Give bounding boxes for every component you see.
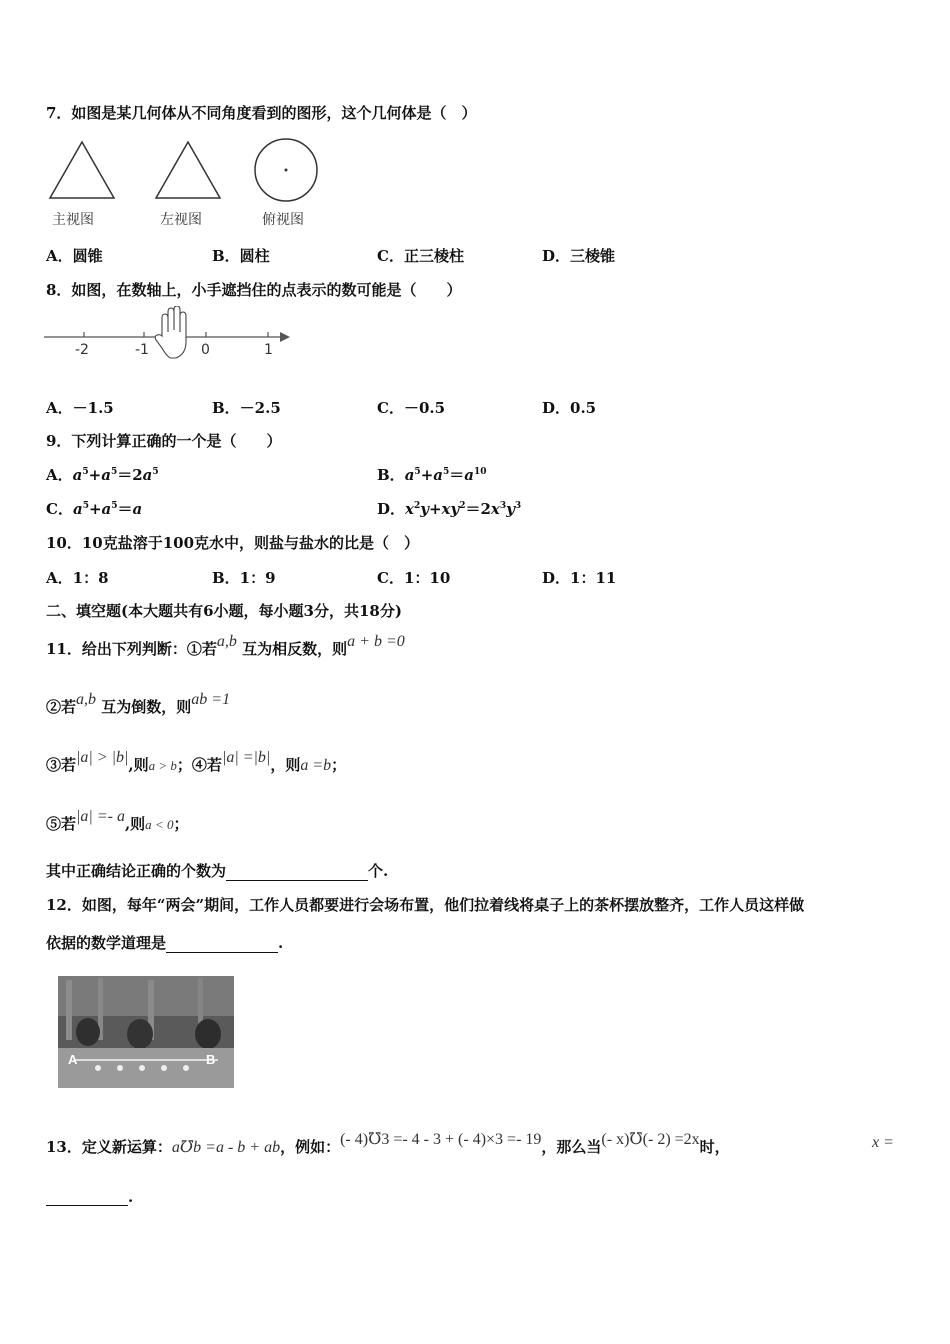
q11-p3-cond: |a| > |b|	[76, 749, 129, 766]
q13-pre: 13．定义新运算：	[46, 1138, 172, 1156]
q13-answer-line	[46, 1188, 133, 1206]
q11-part3-4	[46, 749, 347, 775]
q7-option-a[interactable]: A．圆锥	[46, 247, 103, 265]
q9-option-c-expr: $a^5+a^5=a$	[72, 500, 143, 518]
q8-option-d[interactable]: D．0.5	[542, 399, 597, 417]
number-line-arrow	[280, 332, 290, 342]
q11-p4-end: ；	[331, 756, 347, 774]
front-view-label: 主视图	[52, 212, 94, 228]
q7-option-b[interactable]: B．圆柱	[212, 247, 270, 265]
q13-cond: (- x)℧(- 2) =2x	[601, 1131, 700, 1148]
q13-mid2: ，那么当	[541, 1138, 602, 1156]
q12-line2	[46, 932, 283, 953]
q11-p3-res: a > b	[148, 758, 177, 773]
q11-answer-blank[interactable]	[226, 866, 368, 881]
top-view-center-dot	[285, 169, 288, 172]
photo-label-b: B	[206, 1052, 216, 1067]
q11-p4-res: a =b	[300, 757, 332, 774]
q11-p3-sep: ；④若	[176, 756, 222, 774]
q10-option-d[interactable]: D．1：11	[542, 569, 617, 587]
q11-p2-res: ab =1	[191, 691, 231, 708]
q11-p2-pre: ②若	[46, 698, 77, 716]
q11-p5-pre: ⑤若	[46, 815, 77, 833]
q11-p5-cond: |a| =- a	[76, 808, 125, 825]
q8-option-c[interactable]: C．－0.5	[377, 399, 446, 417]
photo-label-a: A	[68, 1052, 78, 1067]
q11-p5-end: ；	[173, 815, 189, 833]
q11-conclusion-post: 个.	[368, 862, 389, 880]
q7-option-c[interactable]: C．正三棱柱	[377, 247, 464, 265]
q9-stem: 9．下列计算正确的一个是（ ）	[46, 432, 282, 450]
q10-option-a[interactable]: A．1：8	[46, 569, 109, 587]
q13-answer-blank[interactable]	[46, 1191, 128, 1206]
q12-line1: 12．如图，每年“两会”期间，工作人员都要进行会场布置，他们拉着线将桌子上的茶杯摆放整齐，工作人员这样做	[46, 896, 805, 914]
q11-part5	[46, 808, 189, 834]
meeting-room-photo	[58, 976, 234, 1088]
q9-option-a-label: A．	[46, 466, 73, 484]
q11-p1-res: a + b =0	[347, 633, 405, 650]
q11-p5-res: a < 0	[145, 817, 174, 832]
q11-part2	[46, 691, 231, 717]
q9-option-b[interactable]	[377, 464, 487, 485]
tick-label-neg1: -1	[135, 342, 149, 358]
q11-p4-mid: ，则	[270, 756, 301, 774]
q11-p5-mid: ,则	[124, 815, 146, 833]
q10-option-b[interactable]: B．1：9	[212, 569, 276, 587]
q13-mid: ，例如：	[280, 1138, 341, 1156]
q13-ask: x =	[872, 1134, 894, 1151]
q8-option-b[interactable]: B．－2.5	[212, 399, 281, 417]
q11-p1-ab: a,b	[216, 633, 237, 650]
q11-p2-mid: 互为倒数，则	[101, 698, 192, 716]
q9-option-d-expr: $x^2y+xy^2=2x^3y^3$	[405, 500, 522, 518]
top-view-label: 俯视图	[262, 212, 304, 228]
q13-def: a℧b =a - b + ab	[171, 1139, 281, 1156]
q11-p3-pre: ③若	[46, 756, 77, 774]
q9-option-c[interactable]	[46, 498, 142, 519]
tick-label-1: 1	[264, 342, 273, 358]
side-view-label: 左视图	[160, 212, 202, 228]
q9-option-a-expr: $a^5+a^5=2a^5$	[72, 466, 159, 484]
tick-label-neg2: -2	[75, 342, 89, 358]
q11-p1-pre: 11．给出下列判断：①若	[46, 640, 217, 658]
q8-option-a[interactable]: A．－1.5	[46, 399, 114, 417]
q10-option-c[interactable]: C．1：10	[377, 569, 451, 587]
q13-end: .	[128, 1188, 134, 1206]
q13-line	[46, 1131, 730, 1157]
q11-conclusion	[46, 860, 388, 881]
q9-option-b-expr: $a^5+a^5=a^{10}$	[404, 466, 487, 484]
q12-line2-text: 依据的数学道理是	[46, 934, 167, 952]
q10-stem: 10．10克盐溶于100克水中，则盐与盐水的比是（ ）	[46, 534, 420, 552]
q11-p2-ab: a,b	[76, 691, 97, 708]
q12-line2-end: .	[278, 934, 284, 952]
q9-option-d-label: D．	[377, 500, 406, 518]
q7-option-d[interactable]: D．三棱锥	[542, 247, 616, 265]
q11-p1-mid: 互为相反数，则	[242, 640, 348, 658]
section2-title: 二、填空题(本大题共有6小题，每小题3分，共18分)	[46, 602, 402, 620]
q8-stem: 8．如图，在数轴上，小手遮挡住的点表示的数可能是（ ）	[46, 281, 462, 299]
q11-p3-mid: ,则	[128, 756, 149, 774]
q9-option-a[interactable]	[46, 464, 159, 485]
side-view-triangle	[156, 142, 220, 198]
q12-answer-blank[interactable]	[166, 938, 278, 953]
q9-option-c-label: C．	[46, 500, 73, 518]
q11-conclusion-pre: 其中正确结论正确的个数为	[46, 862, 227, 880]
q13-example: (- 4)℧3 =- 4 - 3 + (- 4)×3 =- 19	[340, 1131, 542, 1148]
tick-label-0: 0	[201, 342, 210, 358]
q11-part1	[46, 633, 405, 659]
front-view-triangle	[50, 142, 114, 198]
hand-icon	[155, 306, 186, 358]
q9-option-b-label: B．	[377, 466, 405, 484]
q7-stem: 7．如图是某几何体从不同角度看到的图形，这个几何体是（ ）	[46, 104, 477, 122]
q13-mid3: 时，	[699, 1138, 730, 1156]
q9-option-d[interactable]	[377, 498, 521, 519]
q11-p4-cond: |a| =|b|	[221, 749, 271, 766]
